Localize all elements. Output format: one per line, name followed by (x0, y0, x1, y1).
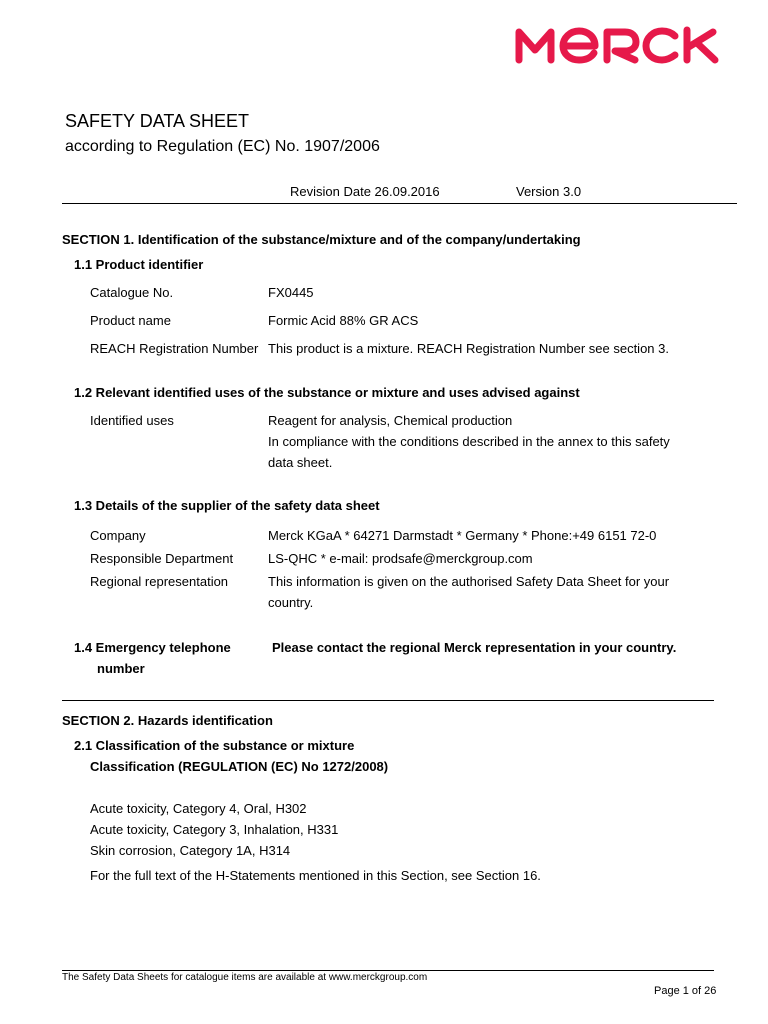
section2-1-heading: 2.1 Classification of the substance or mixture (74, 738, 355, 753)
h-statements-note: For the full text of the H-Statements mentioned in this Section, see Section 16. (90, 868, 541, 883)
emergency-value: Please contact the regional Merck representation in your country. (272, 640, 677, 655)
regional-line: This information is given on the authorised Safety Data Sheet for your (268, 574, 670, 589)
section1-1-heading: 1.1 Product identifier (74, 257, 204, 272)
hazard-item: Acute toxicity, Category 3, Inhalation, H331 (90, 822, 339, 837)
revision-date: Revision Date 26.09.2016 (290, 184, 440, 199)
department-label: Responsible Department (90, 551, 234, 566)
catalogue-value: FX0445 (268, 285, 314, 300)
identified-uses-line: Reagent for analysis, Chemical production (268, 413, 513, 428)
catalogue-label: Catalogue No. (90, 285, 174, 300)
section-divider (62, 700, 714, 701)
section1-heading: SECTION 1. Identification of the substance/mixture and of the company/undertaking (62, 232, 581, 247)
hazard-item: Skin corrosion, Category 1A, H314 (90, 843, 291, 858)
version: Version 3.0 (516, 184, 582, 199)
identified-uses-line: In compliance with the conditions described in the annex to this safety (268, 434, 670, 449)
page-number: Page 1 of 26 (654, 985, 717, 997)
logo-mark (519, 30, 715, 60)
section1-4-heading: 1.4 Emergency telephone (74, 640, 231, 655)
footer-note: The Safety Data Sheets for catalogue items are available at www.merckgroup.com (62, 972, 428, 983)
identified-uses-label: Identified uses (90, 413, 174, 428)
section1-4-heading-cont: number (97, 661, 145, 676)
regional-label: Regional representation (90, 574, 229, 589)
reach-value: This product is a mixture. REACH Registration Number see section 3. (268, 341, 669, 356)
product-name-label: Product name (90, 313, 171, 328)
regional-line: country. (268, 595, 314, 610)
merck-logo (515, 26, 735, 64)
classification-subheading: Classification (REGULATION (EC) No 1272/2008) (90, 759, 389, 774)
reach-label: REACH Registration Number (90, 341, 259, 356)
department-value: LS-QHC * e-mail: prodsafe@merckgroup.com (268, 551, 533, 566)
identified-uses-line: data sheet. (268, 455, 333, 470)
company-label: Company (90, 528, 146, 543)
hazard-item: Acute toxicity, Category 4, Oral, H302 (90, 801, 307, 816)
header-divider (62, 203, 737, 204)
section1-2-heading: 1.2 Relevant identified uses of the substance or mixture and uses advised against (74, 385, 580, 400)
product-name-value: Formic Acid 88% GR ACS (268, 313, 419, 328)
footer-divider (62, 970, 714, 971)
document-title: SAFETY DATA SHEET (65, 111, 250, 131)
section1-3-heading: 1.3 Details of the supplier of the safety data sheet (74, 498, 380, 513)
section2-heading: SECTION 2. Hazards identification (62, 713, 273, 728)
document-subtitle: according to Regulation (EC) No. 1907/2006 (65, 138, 380, 155)
company-value: Merck KGaA * 64271 Darmstadt * Germany * Phone:+49 6151 72-0 (268, 528, 657, 543)
